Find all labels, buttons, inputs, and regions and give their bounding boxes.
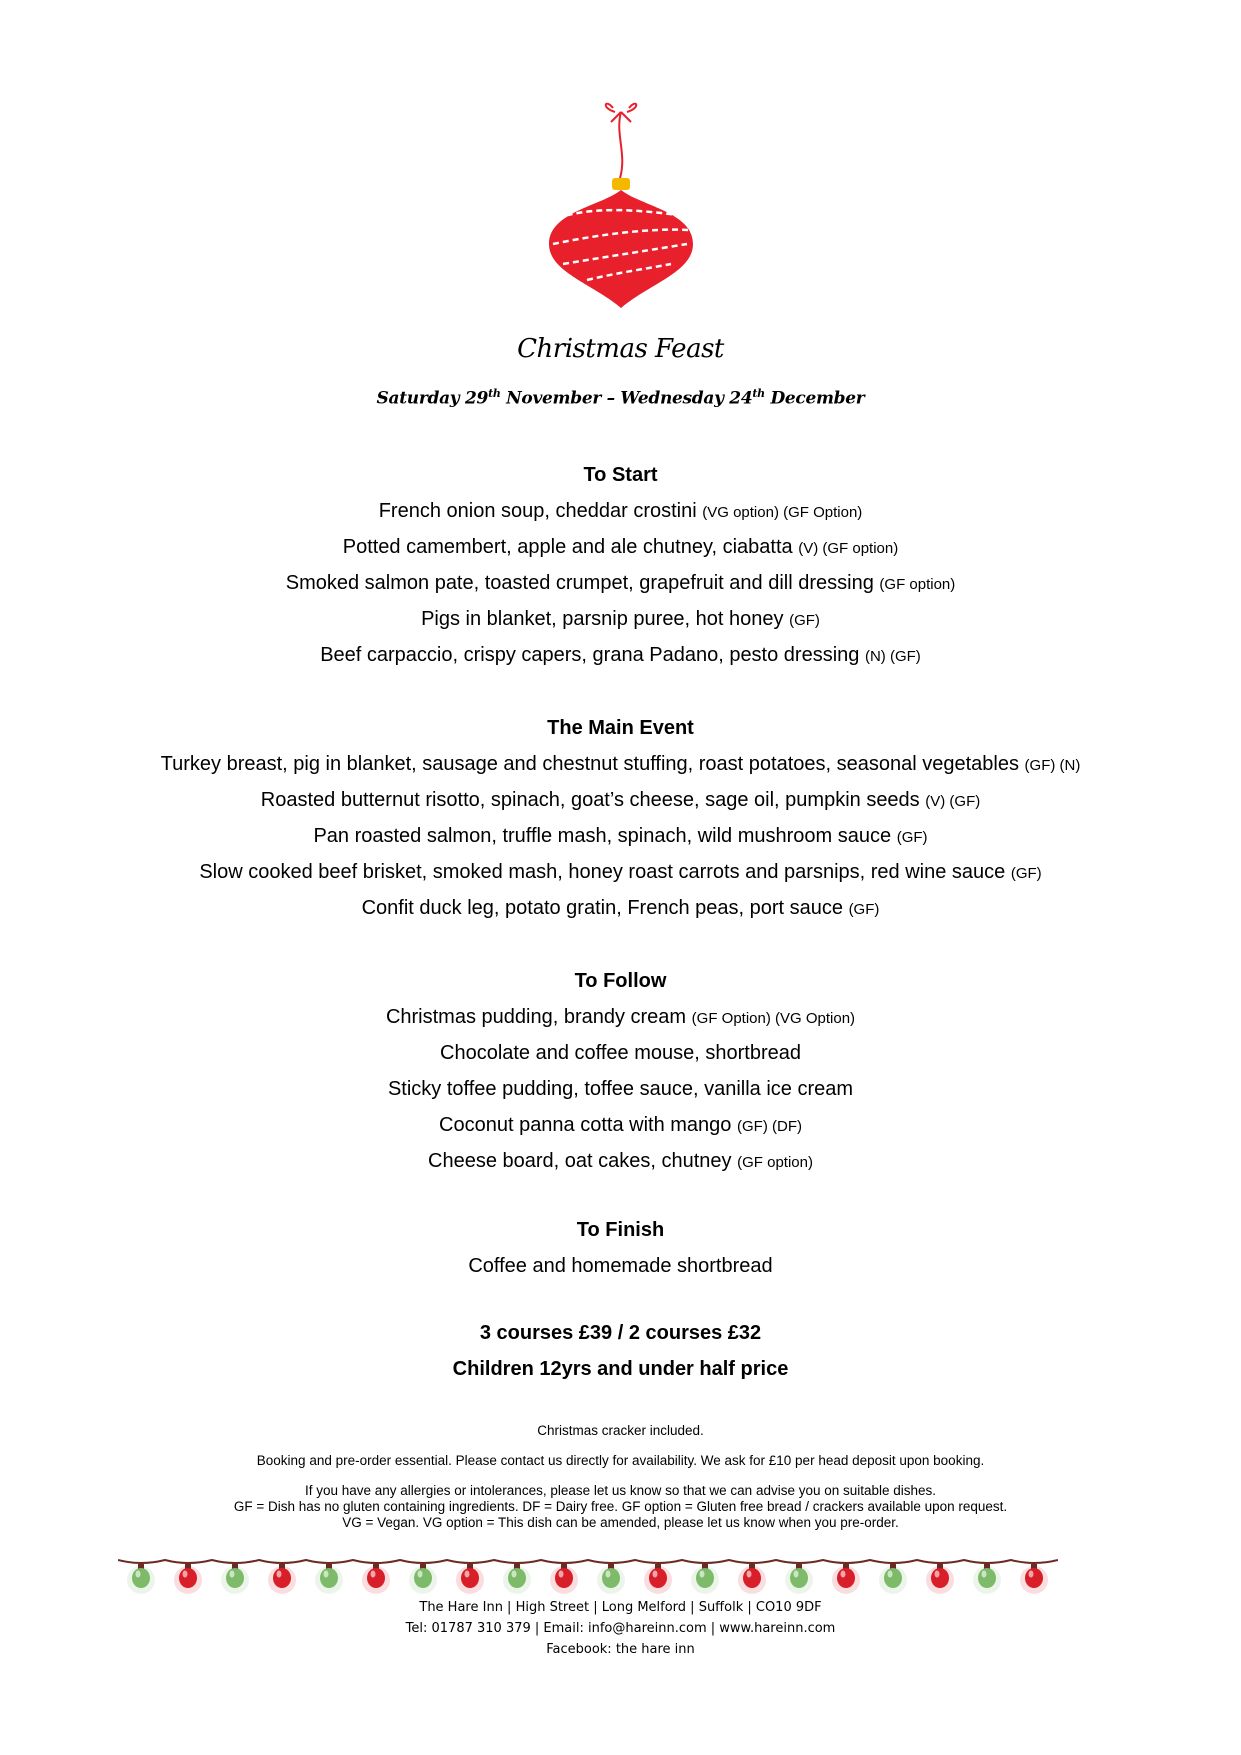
light-bulb-icon — [832, 1564, 860, 1594]
light-bulb-icon — [738, 1564, 766, 1594]
lights-wire — [118, 1560, 1058, 1563]
menu-item: Christmas pudding, brandy cream (GF Option) (VG Option) — [385, 1006, 856, 1028]
menu-item: Turkey breast, pig in blanket, sausage and chestnut stuffing, roast potatoes, seasonal vegetables (GF) (N) — [160, 753, 1081, 775]
menu-item: Sticky toffee pudding, toffee sauce, vanilla ice cream — [387, 1078, 854, 1100]
price-children: Children 12yrs and under half price — [452, 1358, 789, 1380]
menu-item: Confit duck leg, potato gratin, French peas, port sauce (GF) — [361, 897, 880, 919]
light-bulb-icon — [409, 1564, 437, 1594]
section-heading-start: To Start — [583, 464, 658, 486]
note-gf-df: GF = Dish has no gluten containing ingredients. DF = Dairy free. GF option = Gluten free bread / crackers available upon request. — [233, 1499, 1008, 1514]
menu-item: Smoked salmon pate, toasted crumpet, grapefruit and dill dressing (GF option) — [285, 572, 956, 594]
note-allergy: If you have any allergies or intolerances, please let us know so that we can advise you on suitable dishes. — [304, 1483, 937, 1498]
menu-item: Chocolate and coffee mouse, shortbread — [440, 1042, 801, 1064]
menu-title: Christmas Feast — [517, 334, 724, 364]
note-vg: VG = Vegan. VG option = This dish can be amended, please let us know when you pre-order. — [342, 1515, 899, 1530]
menu-dates: Saturday 29th November – Wednesday 24th December — [376, 387, 865, 409]
light-bulb-icon — [127, 1564, 155, 1594]
light-bulb-icon — [1020, 1564, 1048, 1594]
light-bulb-icon — [221, 1564, 249, 1594]
footer-address: The Hare Inn | High Street | Long Melford | Suffolk | CO10 9DF — [419, 1600, 822, 1615]
menu-item: Pigs in blanket, parsnip puree, hot honey (GF) — [421, 608, 820, 630]
light-bulb-icon — [973, 1564, 1001, 1594]
menu-item: Coconut panna cotta with mango (GF) (DF) — [439, 1114, 802, 1136]
light-bulb-icon — [550, 1564, 578, 1594]
light-bulb-icon — [268, 1564, 296, 1594]
footer-contact: Tel: 01787 310 379 | Email: info@hareinn.com | www.hareinn.com — [405, 1621, 836, 1636]
footer-facebook: Facebook: the hare inn — [546, 1642, 695, 1657]
light-bulb-icon — [785, 1564, 813, 1594]
menu-item: Beef carpaccio, crispy capers, grana Padano, pesto dressing (N) (GF) — [320, 644, 921, 666]
section-heading-follow: To Follow — [574, 970, 667, 992]
light-bulb-icon — [174, 1564, 202, 1594]
light-bulb-icon — [691, 1564, 719, 1594]
light-bulb-icon — [644, 1564, 672, 1594]
menu-item: Coffee and homemade shortbread — [468, 1255, 773, 1277]
note-cracker: Christmas cracker included. — [537, 1423, 704, 1438]
light-bulb-icon — [362, 1564, 390, 1594]
price-courses: 3 courses £39 / 2 courses £32 — [479, 1322, 762, 1344]
menu-item: French onion soup, cheddar crostini (VG option) (GF Option) — [378, 500, 863, 522]
section-heading-main: The Main Event — [547, 717, 694, 739]
section-heading-finish: To Finish — [576, 1219, 665, 1241]
footer — [0, 1597, 1241, 1660]
light-bulb-icon — [456, 1564, 484, 1594]
menu-item: Cheese board, oat cakes, chutney (GF option) — [428, 1150, 813, 1172]
christmas-bauble-icon — [541, 94, 701, 326]
light-bulb-icon — [315, 1564, 343, 1594]
light-bulb-icon — [503, 1564, 531, 1594]
light-bulb-icon — [879, 1564, 907, 1594]
menu-item: Roasted butternut risotto, spinach, goat’s cheese, sage oil, pumpkin seeds (V) (GF) — [260, 789, 981, 811]
menu-item: Potted camembert, apple and ale chutney, ciabatta (V) (GF option) — [342, 536, 899, 558]
light-bulb-icon — [926, 1564, 954, 1594]
menu-item: Pan roasted salmon, truffle mash, spinach, wild mushroom sauce (GF) — [313, 825, 928, 847]
menu-item: Slow cooked beef brisket, smoked mash, honey roast carrots and parsnips, red wine sauce (GF) — [199, 861, 1042, 883]
note-booking: Booking and pre-order essential. Please contact us directly for availability. We ask for £10 per head deposit upon booking. — [256, 1453, 985, 1468]
light-bulb-icon — [597, 1564, 625, 1594]
